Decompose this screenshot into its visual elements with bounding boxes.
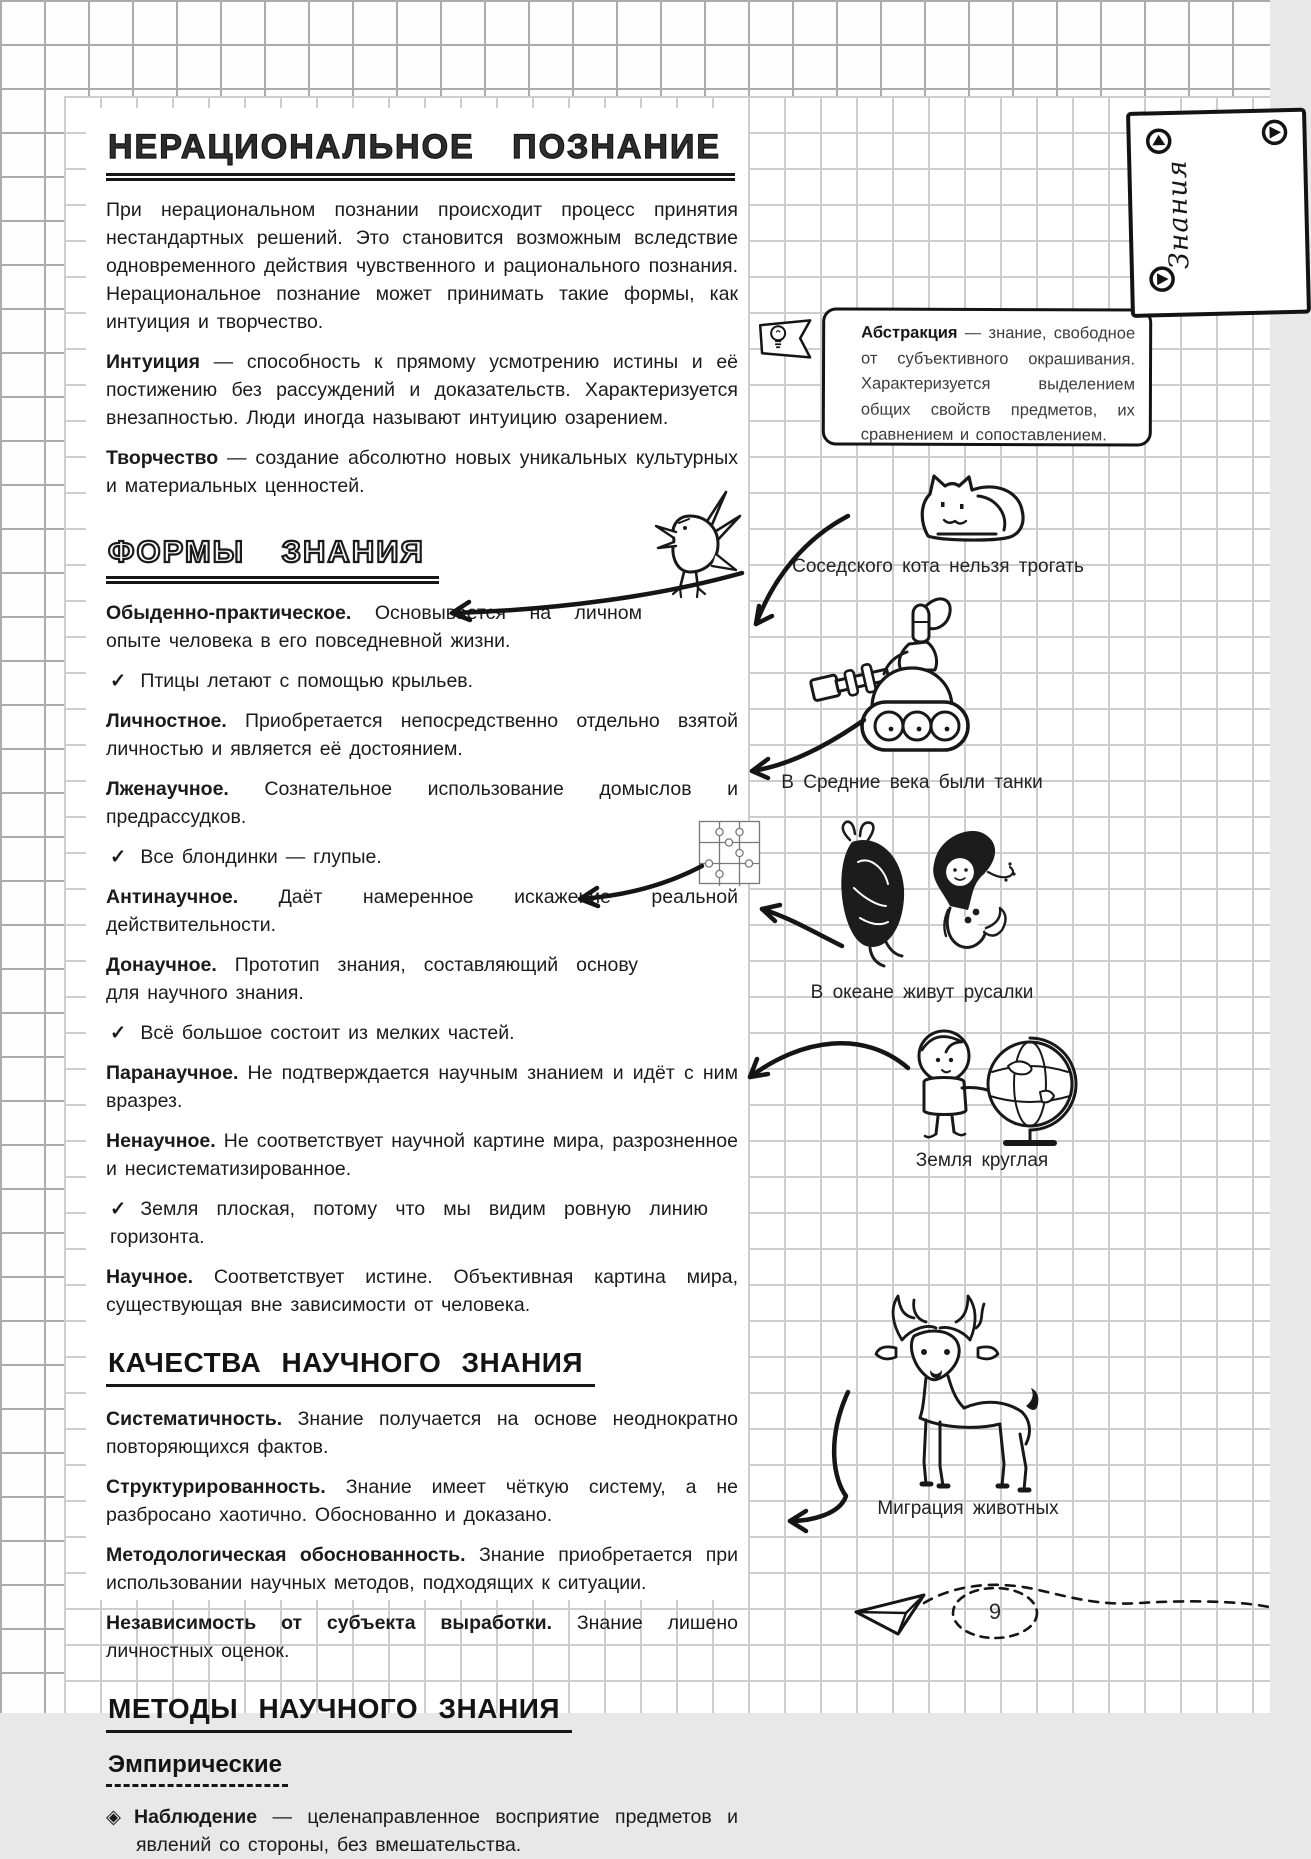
main-text-column [86, 108, 748, 1856]
definition-intuition [106, 348, 738, 432]
diamond-bullet-icon: ◈ [106, 1806, 121, 1828]
bird-doodle [640, 486, 744, 602]
puzzle-doodle [698, 820, 762, 886]
quality-structured: Структурированность. Знание имеет чёткую систему, а не разбросано хаотично. Обоснованно и доказано. [106, 1476, 738, 1526]
figure-caption: В Средние века были танки [781, 772, 1043, 793]
check-icon: ✓ [110, 670, 127, 692]
page-title [106, 128, 738, 176]
definition-nonscientific: Ненаучное. Не соответствует научной картине мира, разрозненное и несистематизированное. [106, 1130, 738, 1180]
definition-personal: Личностное. Приобретается непосредственно отдельно взятой личностью и является её достоянием. [106, 710, 738, 760]
mermaids-doodle [820, 818, 1016, 984]
definition-scientific: Научное. Соответствует истине. Объективная картина мира, существующая вне зависимости от человека. [106, 1266, 738, 1316]
example-flat-earth: ✓ Земля плоская, потому что мы видим ровную линию горизонта. [106, 1195, 738, 1251]
figure-caption: В океане живут русалки [810, 982, 1034, 1003]
definition-text: — способность к прямому усмотрению истины и её постижению без рассуждений и доказательств. Характеризуется внезапностью. Люди иногда называют интуицию озарением. [106, 351, 739, 429]
callout-text: Абстракция — знание, свободное от субъективного окрашивания. Характеризуется выделением общих свойств предметов, их сравнением и сопоставлением. [860, 323, 1136, 445]
intro-paragraph: При нерациональном познании происходит процесс принятия нестандартных решений. Это становится возможным вследствие одновременного действия чувственного и рационального познания. Нерациональное познание может принимать такие формы, как интуиция и творчество. [106, 199, 738, 333]
example-blondes: ✓ Все блондинки — глупые. [106, 843, 738, 871]
definition-pseudo: Лженаучное. Сознательное использование домыслов и предрассудков. [106, 778, 738, 828]
pushpin-icon [1258, 116, 1291, 149]
lightbulb-flag-icon [757, 318, 813, 360]
abstraction-callout [822, 307, 1152, 446]
definition-term: Интуиция [106, 351, 201, 373]
figure-caption: Соседского кота нельзя трогать [792, 556, 1084, 577]
definition-anti: Антинаучное. Даёт намеренное искажение реальной действительности. [106, 886, 738, 936]
subsection-empirical-title: Эмпирические [106, 1751, 738, 1787]
figure-caption: Земля круглая [915, 1150, 1049, 1171]
deer-doodle [836, 1286, 1048, 1498]
definition-prescientific: Донаучное. Прототип знания, составляющий основу для научного знания. [106, 954, 638, 1004]
knight-on-tank-doodle [806, 590, 978, 764]
quality-independence: Независимость от субъекта выработки. Знание лишено личностных оценок. [106, 1612, 738, 1662]
check-icon: ✓ [110, 1022, 127, 1044]
page-title-text: НЕРАЦИОНАЛЬНОЕ ПОЗНАНИЕ [108, 128, 722, 166]
definition-term: Творчество [106, 447, 219, 469]
chapter-tab-label: Знания [1161, 159, 1196, 270]
check-icon: ✓ [110, 846, 127, 868]
section-qualities-title: КАЧЕСТВА НАУЧНОГО ЗНАНИЯ [106, 1347, 738, 1387]
example-birds: ✓ Птицы летают с помощью крыльев. [106, 667, 738, 695]
figure-caption: Миграция животных [877, 1498, 1059, 1519]
definition-para: Паранаучное. Не подтверждается научным знанием и идёт с ним вразрез. [106, 1062, 738, 1112]
check-icon: ✓ [110, 1198, 127, 1220]
definition-text: — создание абсолютно новых уникальных культурных и материальных ценностей. [106, 447, 738, 497]
chapter-tab-panel [1126, 108, 1311, 318]
example-parts: ✓ Всё большое состоит из мелких частей. [106, 1019, 738, 1047]
page-number: 9 [988, 1599, 1002, 1624]
quality-methodological: Методологическая обоснованность. Знание приобретается при использовании научных методов, подходящих к ситуации. [106, 1544, 739, 1594]
section-forms-title: ФОРМЫ ЗНАНИЯ [106, 534, 738, 579]
quality-systematic: Систематичность. Знание получается на основе неоднократно повторяющихся фактов. [106, 1408, 738, 1458]
method-observation: ◈ Наблюдение — целенаправленное восприятие предметов и явлений со стороны, без вмешательства. [106, 1803, 738, 1859]
section-methods-title: МЕТОДЫ НАУЧНОГО ЗНАНИЯ [106, 1693, 738, 1733]
definition-everyday: Обыденно-практическое. Основывается на личном опыте человека в его повседневной жизни. [106, 602, 643, 652]
boy-with-globe-doodle [906, 1020, 1074, 1150]
cat-doodle [912, 468, 1044, 556]
